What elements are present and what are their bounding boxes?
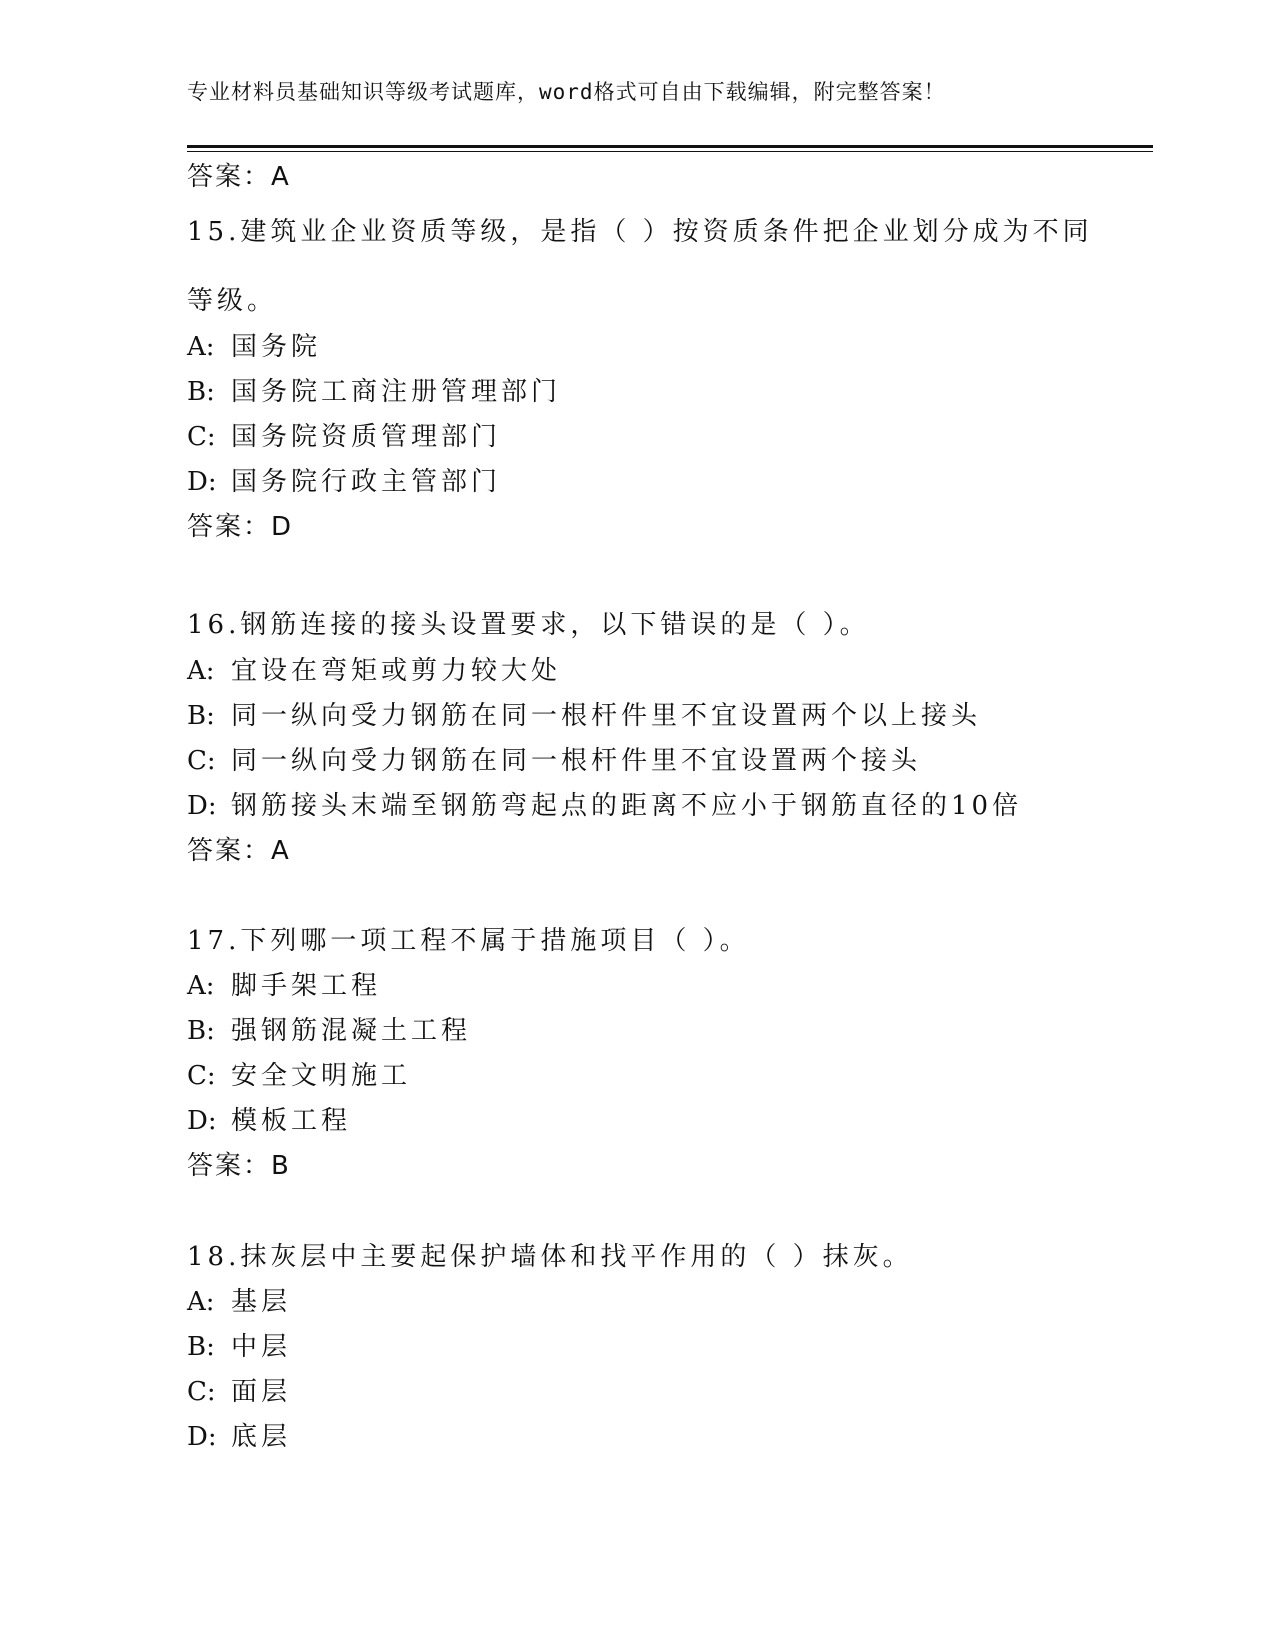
option-item [187,789,1022,823]
option-text: 国务院资质管理部门 [231,422,502,452]
option-label: A: [187,1287,215,1317]
option-text: 宜设在弯矩或剪力较大处 [231,656,562,686]
header-rule-thin [187,151,1153,152]
option-text: 国务院行政主管部门 [231,467,502,497]
answer-line: 答案：B [187,1151,291,1181]
option-item [187,1285,291,1319]
option-text: 脚手架工程 [231,971,382,1001]
option-label: B: [187,701,215,731]
option-item [187,744,921,778]
option-text: 安全文明施工 [231,1061,412,1091]
option-text: 国务院工商注册管理部门 [231,377,562,407]
option-label: B: [187,1332,215,1362]
option-item [187,420,501,454]
option-text: 基层 [231,1287,292,1317]
option-label: C: [187,1377,216,1407]
option-label: D: [187,467,217,497]
question-stem: 18.抹灰层中主要起保护墙体和找平作用的（ ）抹灰。 [187,1242,913,1272]
option-label: B: [187,377,215,407]
option-text: 中层 [231,1332,292,1362]
option-label: C: [187,746,216,776]
option-label: A: [187,656,215,686]
option-item [187,1104,351,1138]
answer-line: 答案：A [187,836,291,866]
question-stem: 16.钢筋连接的接头设置要求，以下错误的是（ ）。 [187,610,870,640]
option-label: D: [187,1422,217,1452]
option-item [187,465,501,499]
answer-line: 答案：D [187,512,294,542]
question-stem: 15.建筑业企业资质等级，是指（ ）按资质条件把企业划分成为不同 [187,217,1093,247]
option-label: D: [187,1106,217,1136]
option-text: 钢筋接头末端至钢筋弯起点的距离不应小于钢筋直径的10倍 [231,791,1023,821]
option-item [187,330,321,364]
question-stem: 17.下列哪一项工程不属于措施项目（ ）。 [187,926,750,956]
option-item [187,1059,411,1093]
option-label: C: [187,1061,216,1091]
question-stem-continued: 等级。 [187,286,278,316]
option-label: B: [187,1016,215,1046]
option-item [187,969,381,1003]
option-text: 同一纵向受力钢筋在同一根杆件里不宜设置两个以上接头 [231,701,982,731]
option-item [187,1014,471,1048]
option-text: 模板工程 [231,1106,352,1136]
header-rule-thick [187,145,1153,148]
option-item [187,1420,291,1454]
option-item [187,1330,291,1364]
option-text: 强钢筋混凝土工程 [231,1016,472,1046]
answer-line: 答案：A [187,162,291,192]
option-text: 国务院 [231,332,322,362]
option-label: A: [187,332,215,362]
option-label: A: [187,971,215,1001]
option-item [187,654,561,688]
option-item [187,375,561,409]
option-text: 底层 [231,1422,292,1452]
option-label: C: [187,422,216,452]
option-label: D: [187,791,217,821]
option-text: 同一纵向受力钢筋在同一根杆件里不宜设置两个接头 [231,746,922,776]
option-text: 面层 [231,1377,292,1407]
option-item [187,699,981,733]
page-header: 专业材料员基础知识等级考试题库，word格式可自由下载编辑，附完整答案！ [187,80,946,104]
option-item [187,1375,291,1409]
